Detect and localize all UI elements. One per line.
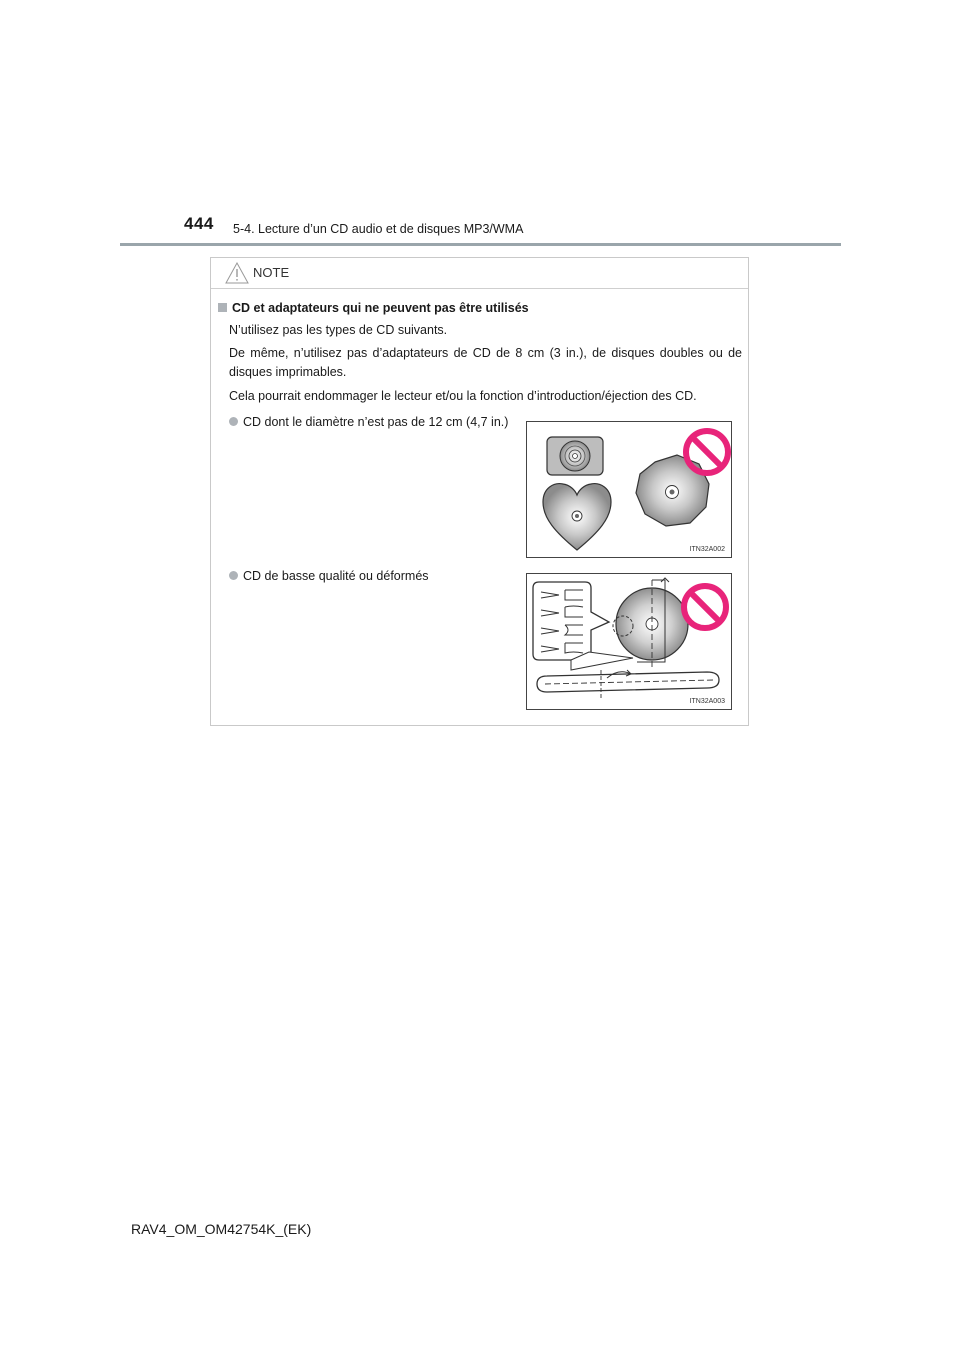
- figure-damaged-cds: [526, 573, 732, 710]
- list-item: [229, 413, 515, 432]
- list-item-text: CD de basse qualité ou déformés: [243, 569, 429, 583]
- note-subheading-text: CD et adaptateurs qui ne peuvent pas être utilisés: [232, 301, 529, 315]
- prohibited-icon: [686, 431, 728, 473]
- note-label: NOTE: [253, 265, 290, 280]
- list-item: [229, 567, 515, 586]
- edge-profile-callout: [533, 582, 609, 660]
- square-bullet-icon: [218, 303, 227, 312]
- page-number: 444: [184, 214, 214, 233]
- figure-odd-shaped-cds: [526, 421, 732, 558]
- heart-cd-icon: [543, 484, 611, 550]
- prohibited-icon: [684, 586, 726, 628]
- header-rule: [120, 243, 841, 246]
- card-cd-icon: [547, 437, 603, 475]
- bullet-dot-icon: [229, 571, 238, 580]
- section-title: 5-4. Lecture d’un CD audio et de disques MP3/WMA: [233, 222, 524, 236]
- odd-shaped-cds-illustration: [527, 422, 731, 557]
- note-paragraph: De même, n’utilisez pas d’adaptateurs de CD de 8 cm (3 in.), de disques doubles ou de disques imprimables.: [229, 346, 742, 379]
- damaged-cds-illustration: [527, 574, 731, 709]
- figure-code: ITN32A002: [689, 546, 725, 553]
- figure-code: ITN32A003: [689, 698, 725, 705]
- list-item-text: CD dont le diamètre n’est pas de 12 cm (4,7 in.): [243, 415, 509, 429]
- note-paragraph: Cela pourrait endommager le lecteur et/ou la fonction d’introduction/éjection des CD.: [229, 389, 697, 403]
- bullet-dot-icon: [229, 417, 238, 426]
- scratched-cd-icon: [613, 578, 688, 668]
- note-box: [210, 257, 749, 726]
- warning-triangle-icon: [225, 262, 249, 284]
- note-header: [211, 258, 748, 289]
- note-paragraph: N’utilisez pas les types de CD suivants.: [229, 323, 448, 337]
- octagonal-cd-icon: [636, 455, 709, 526]
- document-code: RAV4_OM_OM42754K_(EK): [131, 1221, 312, 1237]
- note-subheading: [218, 301, 529, 315]
